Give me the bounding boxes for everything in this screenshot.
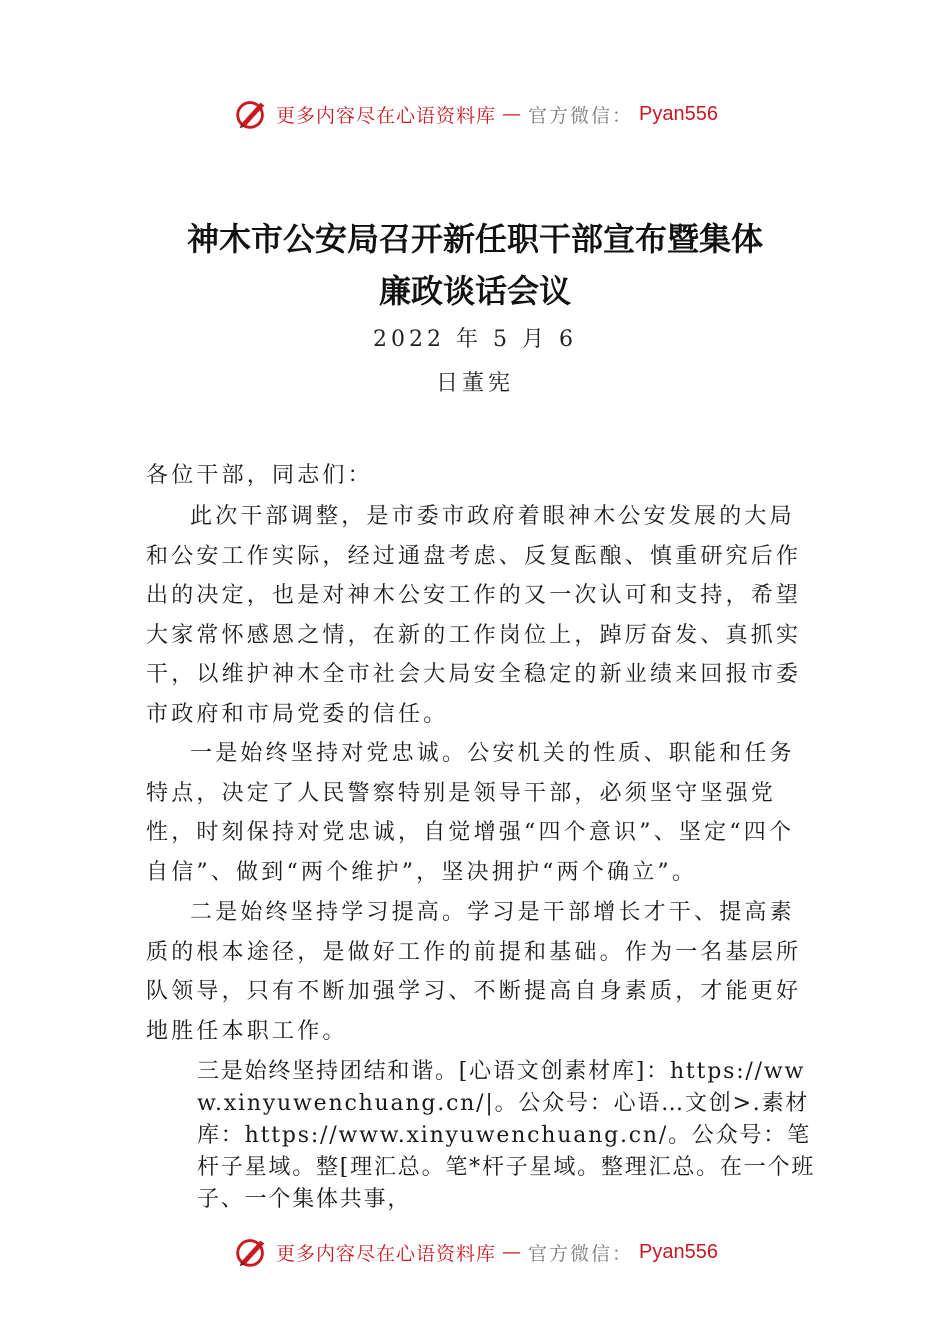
paragraph-1: 此次干部调整，是市委市政府着眼神木公安发展的大局和公安工作实际，经过通盘考虑、反复酝酿、慎重研究后作出的决定，也是对神木公安工作的又一次认可和支持，希望大家常怀感恩之情，在新的工作岗位上，踔厉奋发、真抓实干，以维护神木全市社会大局安全稳定的新业绩来回报市委市政府和市局党委的信任。 [146, 504, 802, 727]
pen-logo-icon [232, 1233, 270, 1271]
pen-logo-icon [232, 95, 270, 133]
banner-text: 更多内容尽在心语资料库 [276, 104, 497, 127]
paragraph-2: 一是始终坚持对党忠诚。公安机关的性质、职能和任务特点，决定了人民警察特别是领导干部，必须坚守坚强党性，时刻保持对党忠诚，自觉增强“四个意识”、坚定“四个自信”、做到“两个维护”，坚决拥护“两个确立”。 [146, 741, 795, 885]
banner-dash: — [502, 103, 523, 125]
banner-wechat-id: Pyan556 [639, 1240, 718, 1263]
banner-wechat-id: Pyan556 [639, 102, 718, 125]
paragraph-4: 三是始终坚持团结和谐。[心语文创素材库]：https://www.xinyuwenchuang.cn/|。公众号：心语…文创>.素材库：https://www.xinyuwenchuang.cn/。公众号：笔杆子星域。整[理汇总。笔*杆子星域。整理汇总。在一个班子、一个集体共事， [197, 1059, 816, 1212]
document-date: 2022 年 5 月 6 [373, 327, 577, 352]
banner-wechat-label: 官方微信： [528, 104, 634, 127]
greeting: 各位干部，同志们： [146, 463, 373, 488]
banner-text: 更多内容尽在心语资料库 [276, 1242, 497, 1265]
document-title-line1: 神木市公安局召开新任职干部宣布暨集体 [186, 220, 763, 258]
footer-watermark-banner [0, 1232, 950, 1272]
paragraph-3: 二是始终坚持学习提高。学习是干部增长才干、提高素质的根本途径，是做好工作的前提和基础。作为一名基层所队领导，只有不断加强学习、不断提高自身素质，才能更好地胜任本职工作。 [146, 900, 802, 1044]
banner-dash: — [502, 1241, 523, 1263]
document-author: 日董宪 [435, 371, 514, 396]
banner-wechat-label: 官方微信： [528, 1242, 634, 1265]
header-watermark-banner [0, 94, 950, 134]
document-title-line2: 廉政谈话会议 [378, 272, 571, 310]
